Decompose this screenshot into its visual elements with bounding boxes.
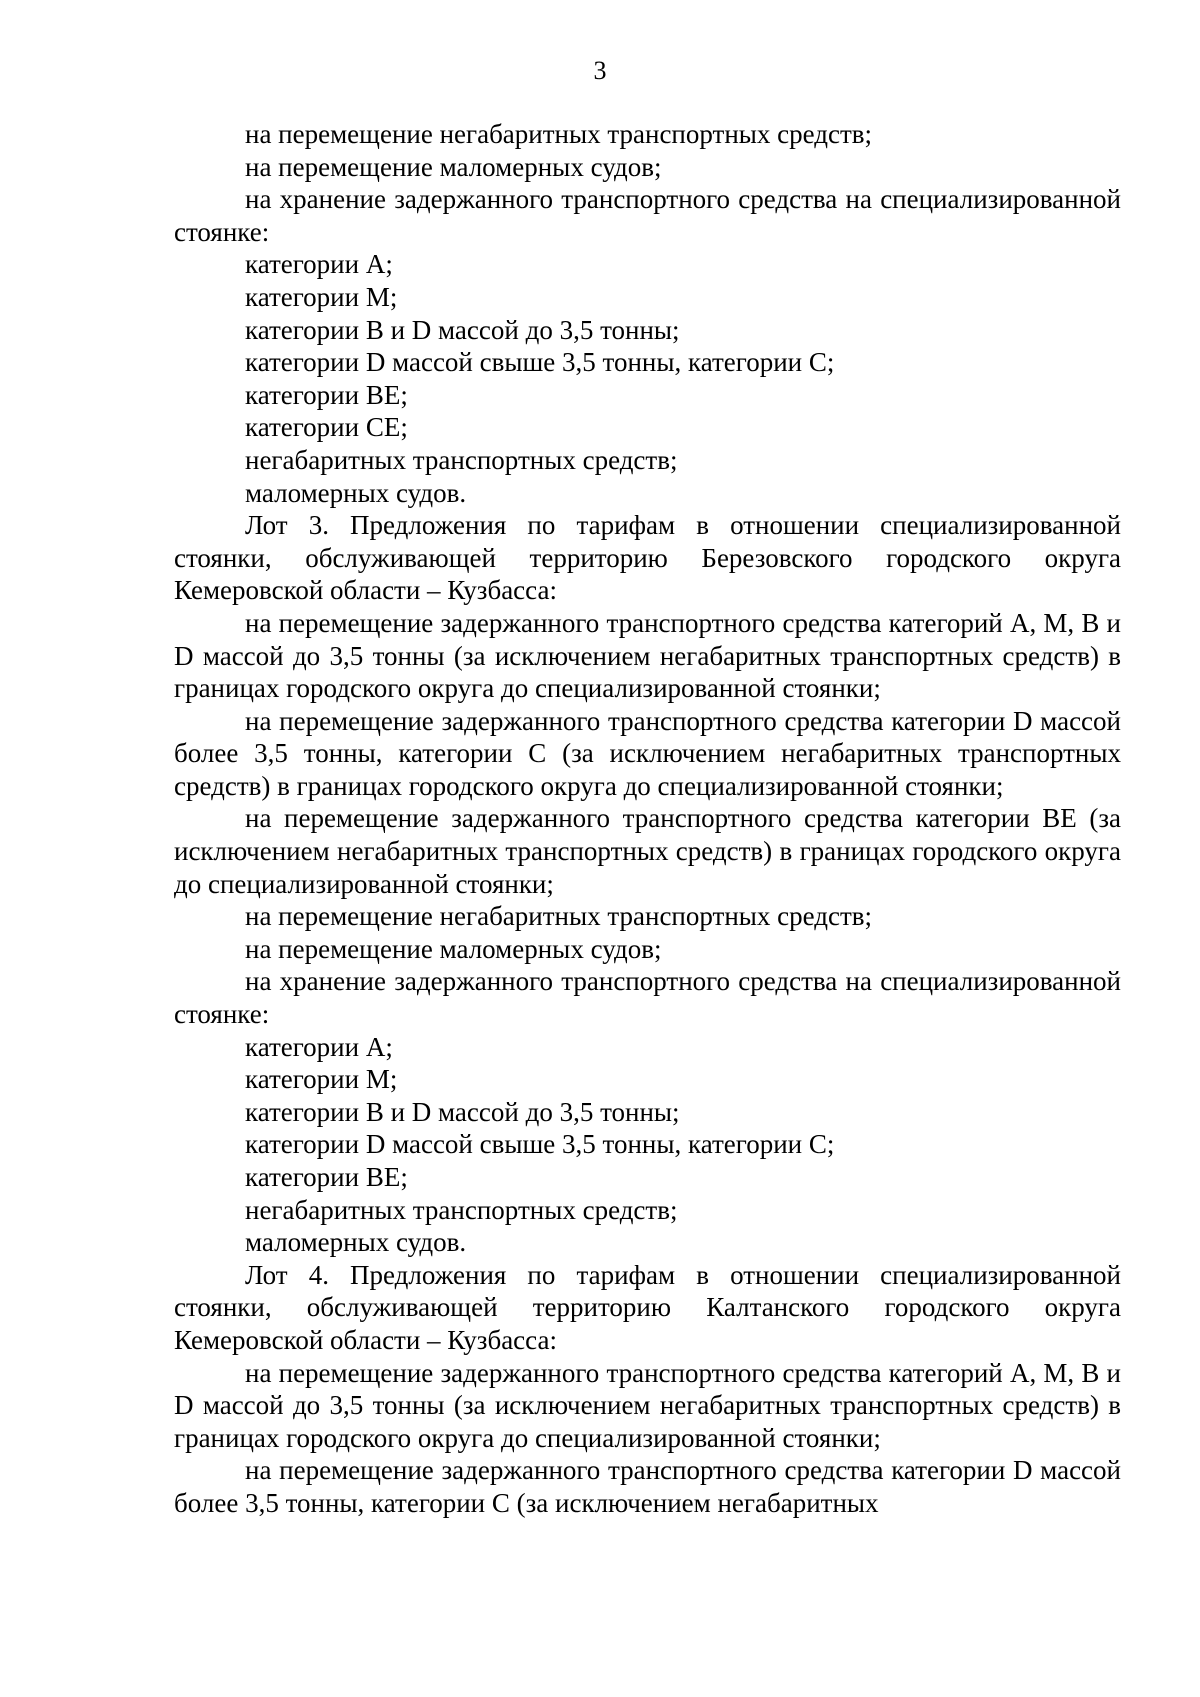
paragraph: категории В и D массой до 3,5 тонны; (245, 314, 680, 345)
paragraph: на хранение задержанного транспортного средства на специализированной стоянке: (174, 966, 1121, 1030)
paragraph: категории ВЕ; (245, 379, 408, 410)
paragraph: на перемещение негабаритных транспортных средств; (245, 901, 873, 932)
paragraph: категории D массой свыше 3,5 тонны, категории С; (245, 1129, 835, 1160)
paragraph: категории В и D массой до 3,5 тонны; (245, 1096, 680, 1127)
paragraph: на перемещение задержанного транспортного средства категорий А, М, В и D массой до 3,5 тонны (за исключением негабаритных транспортных средств) в границах городского округа до специализированной стоянки; (174, 607, 1121, 704)
paragraph: категории А; (245, 249, 393, 280)
paragraph: Лот 3. Предложения по тарифам в отношении специализированной стоянки, обслуживающей территорию Березовского городского округа Кемеровской области – Кузбасса: (174, 510, 1121, 606)
paragraph: негабаритных транспортных средств; (245, 1194, 678, 1225)
document-body (174, 118, 1121, 1520)
paragraph: категории А; (245, 1031, 393, 1062)
paragraph: категории ВЕ; (245, 1162, 408, 1192)
paragraph: на перемещение задержанного транспортного средства категории ВЕ (за исключением негабаритных транспортных средств) в границах городского округа до специализированной стоянки; (174, 803, 1121, 899)
paragraph: Лот 4. Предложения по тарифам в отношении специализированной стоянки, обслуживающей территорию Калтанского городского округа Кемеровской области – Кузбасса: (174, 1259, 1121, 1355)
paragraph: категории СЕ; (245, 412, 408, 443)
page-number: 3 (593, 56, 607, 85)
paragraph: на перемещение маломерных судов; (245, 933, 662, 964)
paragraph: на перемещение задержанного транспортного средства категорий А, М, В и D массой до 3,5 тонны (за исключением негабаритных транспортных средств) в границах городского округа до специализированной стоянки; (174, 1357, 1121, 1453)
paragraph: категории D массой свыше 3,5 тонны, категории С; (245, 347, 835, 378)
paragraph: на хранение задержанного транспортного средства на специализированной стоянке: (174, 184, 1121, 247)
paragraph: категории М; (245, 281, 398, 312)
paragraph: негабаритных транспортных средств; (245, 444, 678, 475)
paragraph: на перемещение задержанного транспортного средства категории D массой более 3,5 тонны, категории С (за исключением негабаритных (174, 1455, 1121, 1518)
paragraph: категории М; (245, 1064, 398, 1095)
paragraph: на перемещение задержанного транспортного средства категории D массой более 3,5 тонны, категории С (за исключением негабаритных транспортных средств) в границах городского округа до специализированной стоянки; (174, 705, 1121, 801)
paragraph: маломерных судов. (245, 1227, 467, 1258)
paragraph: на перемещение маломерных судов; (245, 151, 662, 182)
paragraph: на перемещение негабаритных транспортных средств; (245, 119, 873, 149)
paragraph: маломерных судов. (245, 477, 467, 508)
